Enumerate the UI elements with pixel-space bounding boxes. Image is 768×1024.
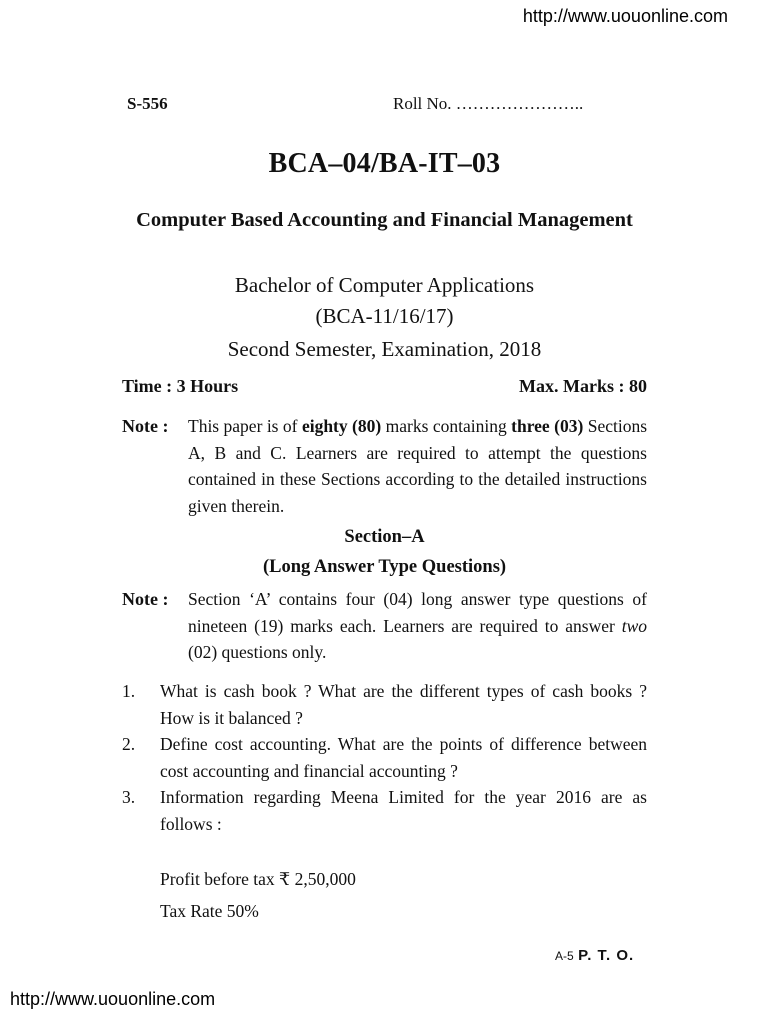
- paper-code: S-556: [127, 94, 168, 113]
- question-item: [122, 784, 647, 837]
- subject-title: Computer Based Accounting and Financial Management: [136, 209, 633, 231]
- question-list: [122, 678, 647, 837]
- question-number: 3.: [122, 787, 136, 807]
- note-text: This paper is of eighty (80) marks containing three (03) Sections A, B and C. Learners are required to attempt the questions contained in these Sections according to the detailed instructions given therein.: [188, 416, 648, 516]
- footer-code: A-5: [555, 949, 574, 963]
- course-code-title: BCA–04/BA-IT–03: [268, 148, 501, 179]
- question-item: [122, 731, 647, 784]
- question-number: 2.: [122, 734, 136, 754]
- tax-rate: Tax Rate 50%: [160, 901, 259, 921]
- question-text: Information regarding Meena Limited for the year 2016 are as follows :: [160, 787, 647, 834]
- watermark-url-top: http://www.uouonline.com: [522, 6, 728, 26]
- degree-programs: (BCA-11/16/17): [315, 304, 454, 328]
- section-a-note: [122, 586, 647, 666]
- roll-number-field: Roll No. …………………..: [393, 94, 584, 113]
- time-allowed: Time : 3 Hours: [122, 376, 239, 396]
- max-marks: Max. Marks : 80: [519, 376, 647, 396]
- section-a-heading: Section–A: [344, 527, 425, 547]
- question-item: [122, 678, 647, 731]
- question-text: Define cost accounting. What are the points of difference between cost accounting and financial accounting ?: [160, 734, 647, 781]
- note-text: Section ‘A’ contains four (04) long answer type questions of nineteen (19) marks each. Learners are required to answer two (02) questions only.: [188, 589, 647, 662]
- degree-block: [122, 270, 647, 332]
- page-footer: [555, 947, 634, 965]
- degree-name: Bachelor of Computer Applications: [234, 273, 535, 297]
- profit-before-tax: Profit before tax ₹ 2,50,000: [160, 869, 356, 889]
- semester-line: Second Semester, Examination, 2018: [227, 337, 542, 361]
- section-a-subheading: (Long Answer Type Questions): [262, 557, 507, 577]
- question-number: 1.: [122, 681, 136, 701]
- watermark-url-bottom: http://www.uouonline.com: [10, 989, 216, 1009]
- please-turn-over: P. T. O.: [578, 947, 635, 964]
- question-text: What is cash book ? What are the different types of cash books ? How is it balanced ?: [160, 681, 647, 728]
- note-label: Note :: [122, 416, 169, 436]
- note-label: Note :: [122, 589, 169, 609]
- general-note: [122, 413, 647, 519]
